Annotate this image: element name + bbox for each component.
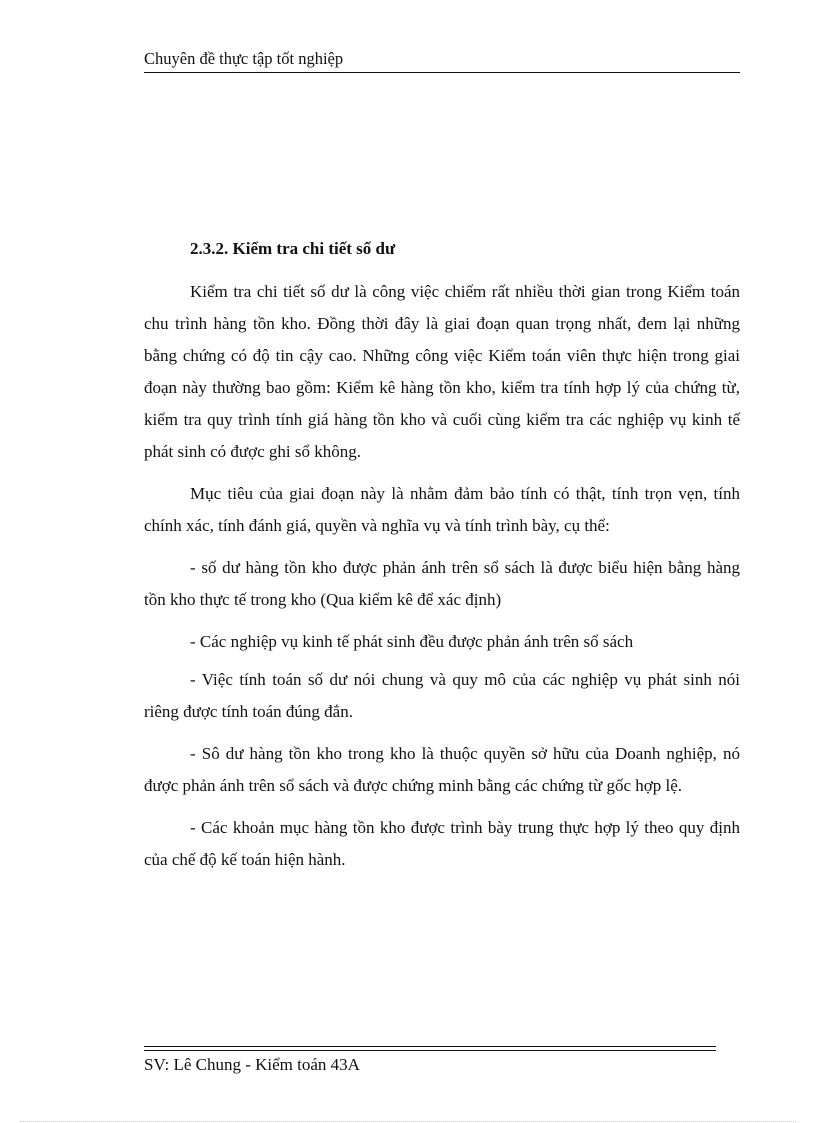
page-footer: SV: Lê Chung - Kiểm toán 43A [144, 1055, 360, 1074]
body-text [144, 276, 740, 886]
list-item-completeness: - Các nghiệp vụ kinh tế phát sinh đều được phản ánh trên sổ sách [190, 632, 634, 651]
list-item-presentation: - Các khoản mục hàng tồn kho được trình bày trung thực hợp lý theo quy định của chế độ kế toán hiện hành. [144, 818, 740, 869]
list-item-ownership: - Sô dư hàng tồn kho trong kho là thuộc quyền sở hữu của Doanh nghiệp, nó được phản ánh trên sổ sách và được chứng minh bằng các chứng từ gốc hợp lệ. [144, 744, 740, 795]
header-title: Chuyên đề thực tập tốt nghiệp [144, 49, 344, 68]
list-item-existence: - số dư hàng tồn kho được phản ánh trên sổ sách là được biểu hiện bằng hàng tồn kho thực tế trong kho (Qua kiểm kê để xác định) [144, 558, 740, 609]
list-item-accuracy: - Việc tính toán số dư nói chung và quy mô của các nghiệp vụ phát sinh nói riêng được tính toán đúng đắn. [144, 670, 740, 721]
page-bottom-edge [20, 1121, 796, 1122]
footer-divider-bottom [144, 1050, 716, 1051]
section-heading: 2.3.2. Kiểm tra chi tiết số dư [190, 239, 396, 258]
footer-divider-top [144, 1046, 716, 1047]
paragraph-intro: Kiểm tra chi tiết số dư là công việc chiếm rất nhiều thời gian trong Kiểm toán chu trình hàng tồn kho. Đồng thời đây là giai đoạn quan trọng nhất, đem lại những bằng chứng có độ tin cậy cao. Những công việc Kiểm toán viên thực hiện trong giai đoạn này thường bao gồm: Kiểm kê hàng tồn kho, kiểm tra tính hợp lý của chứng từ, kiểm tra quy trình tính giá hàng tồn kho và cuối cùng kiểm tra các nghiệp vụ kinh tế phát sinh có được ghi sổ không. [144, 282, 740, 461]
page-header [144, 48, 740, 73]
paragraph-objectives: Mục tiêu của giai đoạn này là nhằm đảm bảo tính có thật, tính trọn vẹn, tính chính xác, tính đánh giá, quyền và nghĩa vụ và tính trình bày, cụ thể: [144, 484, 740, 535]
